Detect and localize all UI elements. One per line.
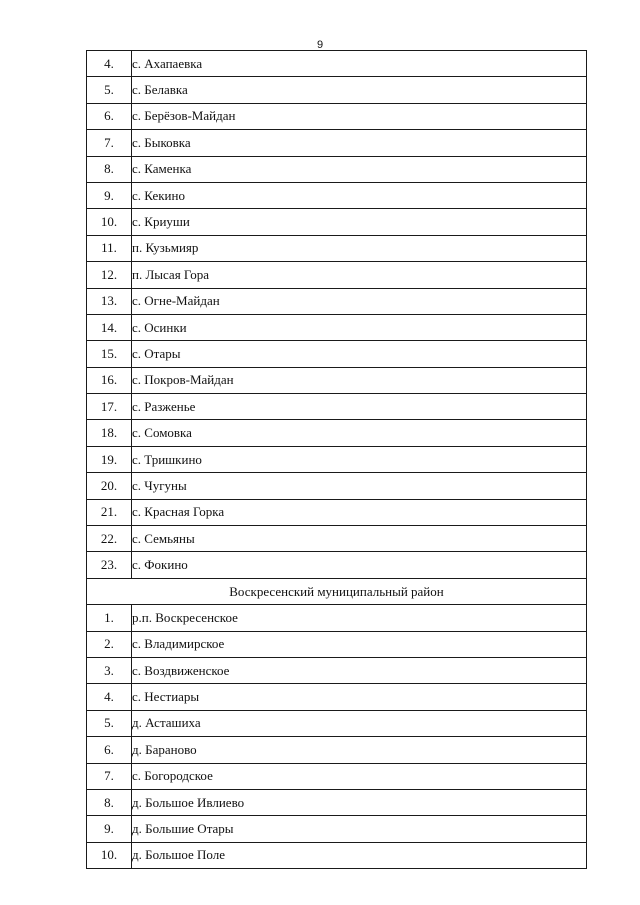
table-row <box>87 209 587 235</box>
row-number: 2. <box>87 631 132 657</box>
settlement-name: с. Красная Горка <box>132 499 587 525</box>
row-number: 19. <box>87 446 132 472</box>
settlement-name: с. Быковка <box>132 130 587 156</box>
settlement-name: с. Отары <box>132 341 587 367</box>
row-number: 4. <box>87 51 132 77</box>
table-row <box>87 182 587 208</box>
row-number: 1. <box>87 605 132 631</box>
row-number: 5. <box>87 710 132 736</box>
table-row <box>87 526 587 552</box>
settlement-name: с. Воздвиженское <box>132 657 587 683</box>
table-row <box>87 763 587 789</box>
settlement-name: с. Криуши <box>132 209 587 235</box>
table-row <box>87 394 587 420</box>
table-row <box>87 789 587 815</box>
settlement-name: с. Берёзов-Майдан <box>132 103 587 129</box>
table-row <box>87 235 587 261</box>
row-number: 20. <box>87 473 132 499</box>
settlement-name: с. Белавка <box>132 77 587 103</box>
table-row <box>87 657 587 683</box>
row-number: 17. <box>87 394 132 420</box>
table-row <box>87 156 587 182</box>
row-number: 6. <box>87 737 132 763</box>
table-row <box>87 314 587 340</box>
table-row <box>87 262 587 288</box>
table-row <box>87 367 587 393</box>
table-row <box>87 130 587 156</box>
table-row <box>87 631 587 657</box>
settlement-name: с. Фокино <box>132 552 587 578</box>
settlement-name: с. Покров-Майдан <box>132 367 587 393</box>
table-row <box>87 737 587 763</box>
row-number: 6. <box>87 103 132 129</box>
settlement-name: д. Бараново <box>132 737 587 763</box>
settlement-name: с. Семьяны <box>132 526 587 552</box>
table-row <box>87 341 587 367</box>
row-number: 10. <box>87 209 132 235</box>
row-number: 13. <box>87 288 132 314</box>
table-row <box>87 842 587 868</box>
district-title: Воскресенский муниципальный район <box>87 578 587 604</box>
row-number: 14. <box>87 314 132 340</box>
row-number: 10. <box>87 842 132 868</box>
table-row <box>87 710 587 736</box>
row-number: 7. <box>87 763 132 789</box>
table-row <box>87 605 587 631</box>
row-number: 23. <box>87 552 132 578</box>
row-number: 15. <box>87 341 132 367</box>
settlement-name: п. Лысая Гора <box>132 262 587 288</box>
table-row <box>87 103 587 129</box>
row-number: 12. <box>87 262 132 288</box>
row-number: 9. <box>87 182 132 208</box>
settlement-name: д. Большие Отары <box>132 816 587 842</box>
row-number: 3. <box>87 657 132 683</box>
settlement-name: с. Ахапаевка <box>132 51 587 77</box>
settlement-name: с. Осинки <box>132 314 587 340</box>
row-number: 4. <box>87 684 132 710</box>
row-number: 16. <box>87 367 132 393</box>
table-row <box>87 816 587 842</box>
settlement-name: р.п. Воскресенское <box>132 605 587 631</box>
table-row <box>87 473 587 499</box>
row-number: 7. <box>87 130 132 156</box>
row-number: 22. <box>87 526 132 552</box>
table-row <box>87 684 587 710</box>
settlement-name: с. Чугуны <box>132 473 587 499</box>
settlement-name: д. Большое Ивлиево <box>132 789 587 815</box>
table-row <box>87 77 587 103</box>
settlement-name: п. Кузьмияр <box>132 235 587 261</box>
row-number: 9. <box>87 816 132 842</box>
table-row <box>87 499 587 525</box>
settlement-name: с. Богородское <box>132 763 587 789</box>
row-number: 11. <box>87 235 132 261</box>
settlement-name: с. Кекино <box>132 182 587 208</box>
row-number: 18. <box>87 420 132 446</box>
district-header-row <box>87 578 587 604</box>
table-row <box>87 288 587 314</box>
settlement-name: с. Тришкино <box>132 446 587 472</box>
settlement-name: с. Владимирское <box>132 631 587 657</box>
row-number: 5. <box>87 77 132 103</box>
row-number: 8. <box>87 156 132 182</box>
table-row <box>87 552 587 578</box>
settlement-name: с. Нестиары <box>132 684 587 710</box>
table-body <box>87 51 587 869</box>
settlement-name: с. Огне-Майдан <box>132 288 587 314</box>
page-number: 9 <box>316 39 324 51</box>
row-number: 21. <box>87 499 132 525</box>
settlement-name: с. Разженье <box>132 394 587 420</box>
table-row <box>87 51 587 77</box>
settlements-table <box>86 50 587 869</box>
settlement-name: с. Сомовка <box>132 420 587 446</box>
table-row <box>87 446 587 472</box>
settlement-name: д. Большое Поле <box>132 842 587 868</box>
settlement-name: д. Асташиха <box>132 710 587 736</box>
row-number: 8. <box>87 789 132 815</box>
table-row <box>87 420 587 446</box>
settlement-name: с. Каменка <box>132 156 587 182</box>
